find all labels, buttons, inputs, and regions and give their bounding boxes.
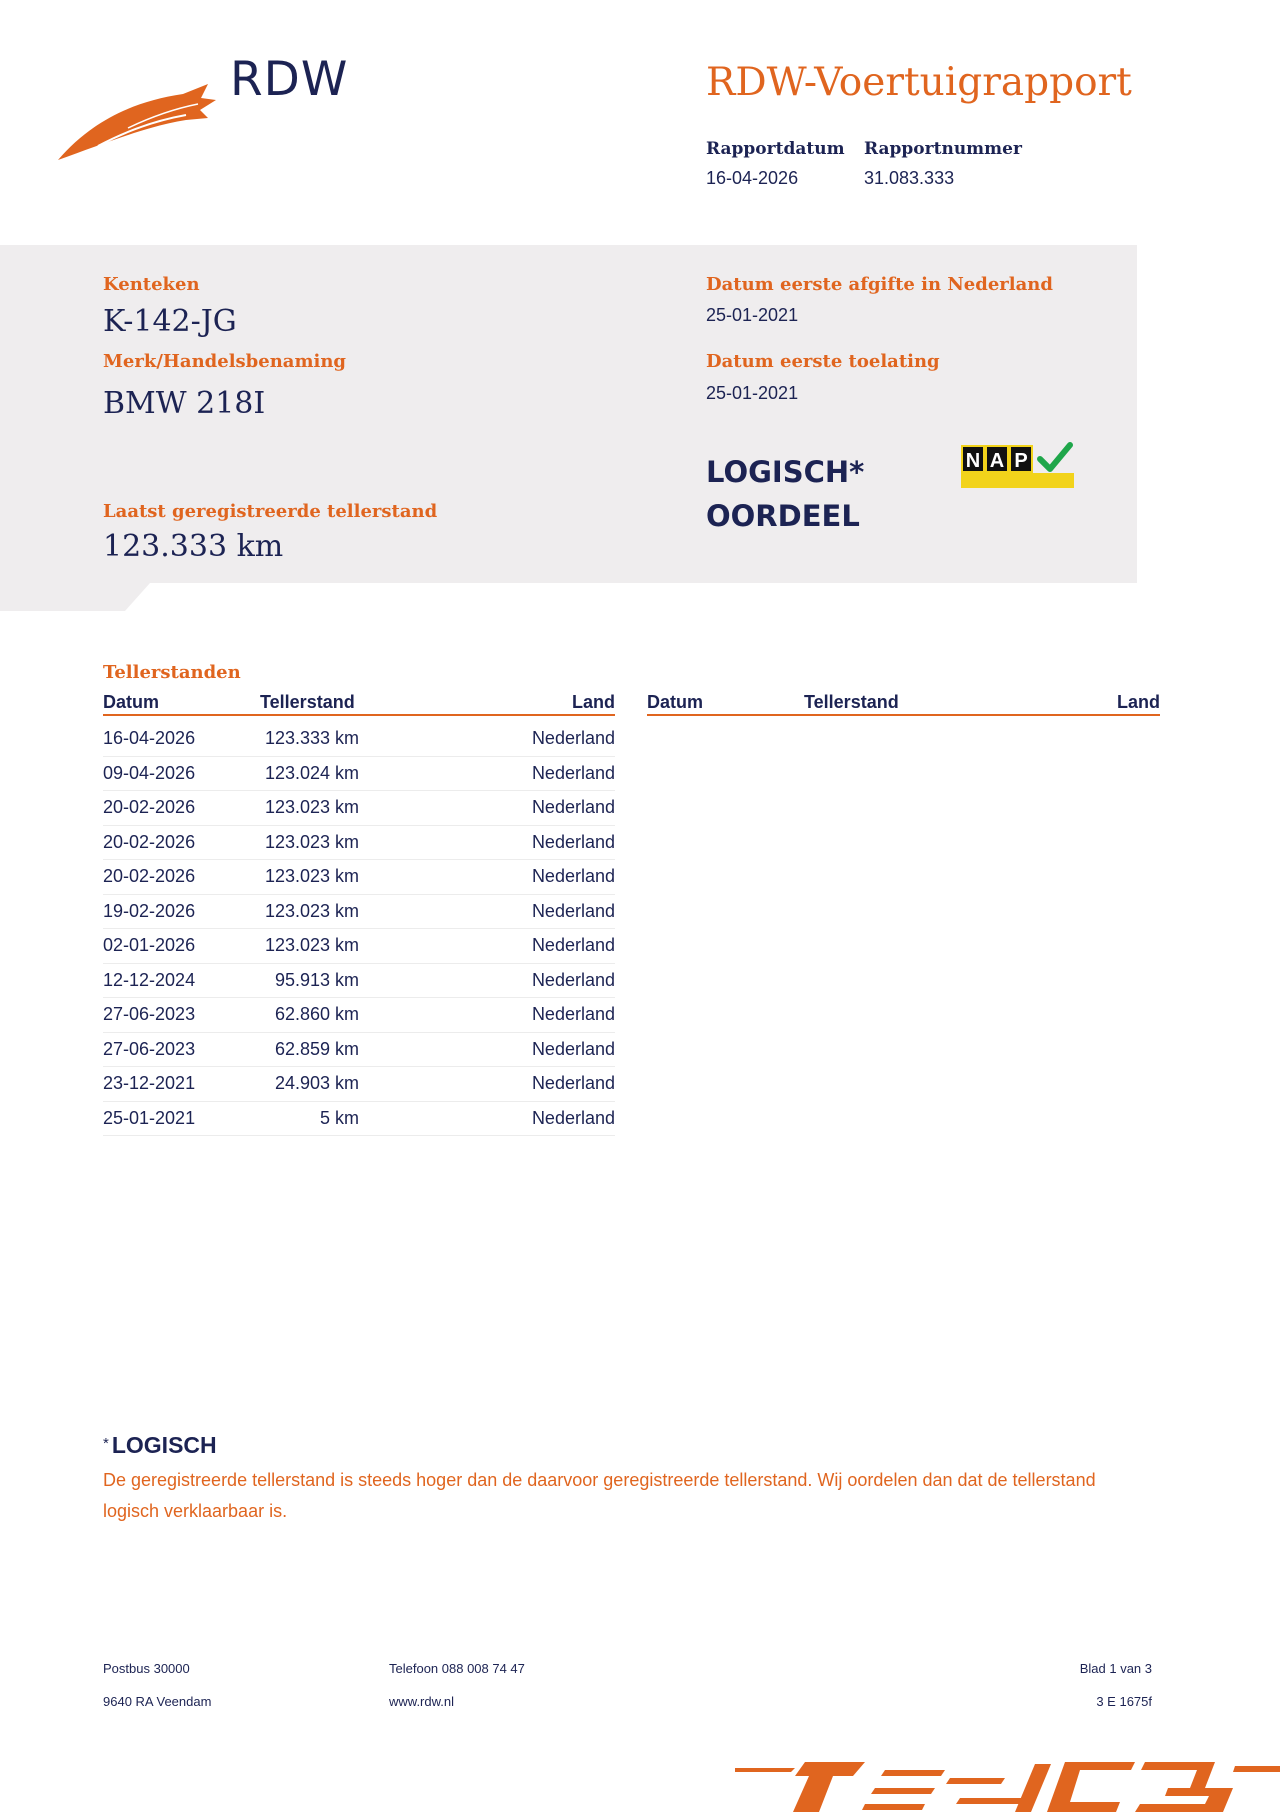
table-row [103,1067,615,1102]
nap-yellow-bar [961,473,1074,488]
table-row [103,1102,615,1137]
table-row [103,929,615,964]
table-row [103,791,615,826]
footnote-text: De geregistreerde tellerstand is steeds hoger dan de daarvoor geregistreerde tellerstand. Wij oordelen dan dat de tellerstand logisch verklaarbaar is. [103,1470,1096,1521]
verdict [706,450,864,538]
footer-decoration-graphic [735,1758,1280,1812]
footer-code: 3 E 1675f [1096,1694,1152,1709]
table-header-rule [103,714,615,716]
first-admission-value: 25-01-2021 [706,383,799,403]
cell-odometer: 62.859 km [274,1038,359,1059]
cell-odometer: 24.903 km [274,1073,359,1093]
brand-value: BMW 218I [103,386,266,421]
cell-date: 27-06-2023 [103,1004,196,1024]
cell-odometer: 123.333 km [264,728,359,748]
cell-odometer: 5 km [319,1107,359,1128]
nap-badge [961,445,1074,490]
first-admission-label: Datum eerste toelating [706,351,940,372]
cell-date: 20-02-2026 [103,797,196,817]
last-odometer-label: Laatst geregistreerde tellerstand [103,501,438,522]
report-number: 31.083.333 [864,168,955,188]
cell-date: 12-12-2024 [103,969,196,990]
table-row [103,722,615,757]
cell-odometer: 123.023 km [264,900,359,921]
cell-odometer: 123.023 km [264,935,359,955]
cell-country: Nederland [531,797,615,817]
cell-country: Nederland [531,831,615,852]
checkmark-icon [1037,441,1073,475]
cell-odometer: 123.023 km [264,831,359,852]
footer-website-link[interactable]: www.rdw.nl [389,1694,455,1709]
table-row [103,895,615,930]
cell-date: 20-02-2026 [103,866,196,886]
cell-odometer: 123.023 km [264,866,359,886]
table-row [103,757,615,792]
cell-country: Nederland [531,1107,615,1128]
brand-label: Merk/Handelsbenaming [103,351,347,372]
table-row [103,826,615,861]
first-issue-nl-value: 25-01-2021 [706,305,799,325]
nap-letter-a: A [985,445,1009,473]
cell-country: Nederland [531,935,615,955]
cell-country: Nederland [531,1004,615,1024]
cell-date: 19-02-2026 [103,900,196,921]
cell-country: Nederland [531,762,615,783]
cell-country: Nederland [531,728,615,748]
col-header-date: Datum [103,692,160,712]
plate-label: Kenteken [103,274,200,295]
odometer-section-title: Tellerstanden [103,662,241,683]
footer-page-number: Blad 1 van 3 [1079,1661,1152,1676]
rdw-logo-mark-icon [58,80,218,165]
cell-country: Nederland [531,1073,615,1093]
rdw-logo-text: RDW [230,52,349,107]
cell-odometer: 95.913 km [274,969,359,990]
cell-country: Nederland [531,1038,615,1059]
cell-country: Nederland [531,866,615,886]
cell-country: Nederland [531,900,615,921]
col-header-date-right: Datum [647,692,704,712]
footer-phone: Telefoon 088 008 74 47 [389,1661,525,1676]
table-header-rule-right [647,714,1160,716]
cell-date: 25-01-2021 [103,1107,196,1128]
verdict-line-2: OORDEEL [706,499,860,533]
table-row [103,860,615,895]
table-row [103,964,615,999]
cell-date: 27-06-2023 [103,1038,196,1059]
footnote-title [103,1432,217,1459]
cell-country: Nederland [531,969,615,990]
first-issue-nl-label: Datum eerste afgifte in Nederland [706,274,1053,295]
odometer-table [103,722,615,1136]
plate-value: K-142-JG [103,304,237,339]
cell-date: 23-12-2021 [103,1073,196,1093]
cell-date: 16-04-2026 [103,728,196,748]
cell-odometer: 62.860 km [274,1004,359,1024]
cell-date: 20-02-2026 [103,831,196,852]
cell-date: 09-04-2026 [103,762,196,783]
col-header-country: Land [572,692,615,712]
nap-letter-n: N [961,445,985,473]
cell-odometer: 123.024 km [264,762,359,783]
cell-date: 02-01-2026 [103,935,196,955]
col-header-odometer-right: Tellerstand [804,692,899,712]
table-row [103,1033,615,1068]
col-header-country-right: Land [1117,692,1160,712]
nap-letter-p: P [1009,445,1033,473]
last-odometer-value: 123.333 km [103,529,284,564]
cell-odometer: 123.023 km [264,797,359,817]
report-title: RDW-Voertuigrapport [706,60,1132,105]
footnote-star: * [103,1435,109,1452]
report-date-label: Rapportdatum [706,139,845,159]
footer-address-line1: Postbus 30000 [103,1661,190,1676]
col-header-odometer: Tellerstand [260,692,355,712]
footer-address-line2: 9640 RA Veendam [103,1694,212,1709]
table-row [103,998,615,1033]
report-number-label: Rapportnummer [864,139,1022,159]
panel-notch [0,583,150,611]
verdict-line-1: LOGISCH* [706,455,865,489]
report-date: 16-04-2026 [706,168,799,188]
footnote-title-text: LOGISCH [111,1432,217,1458]
